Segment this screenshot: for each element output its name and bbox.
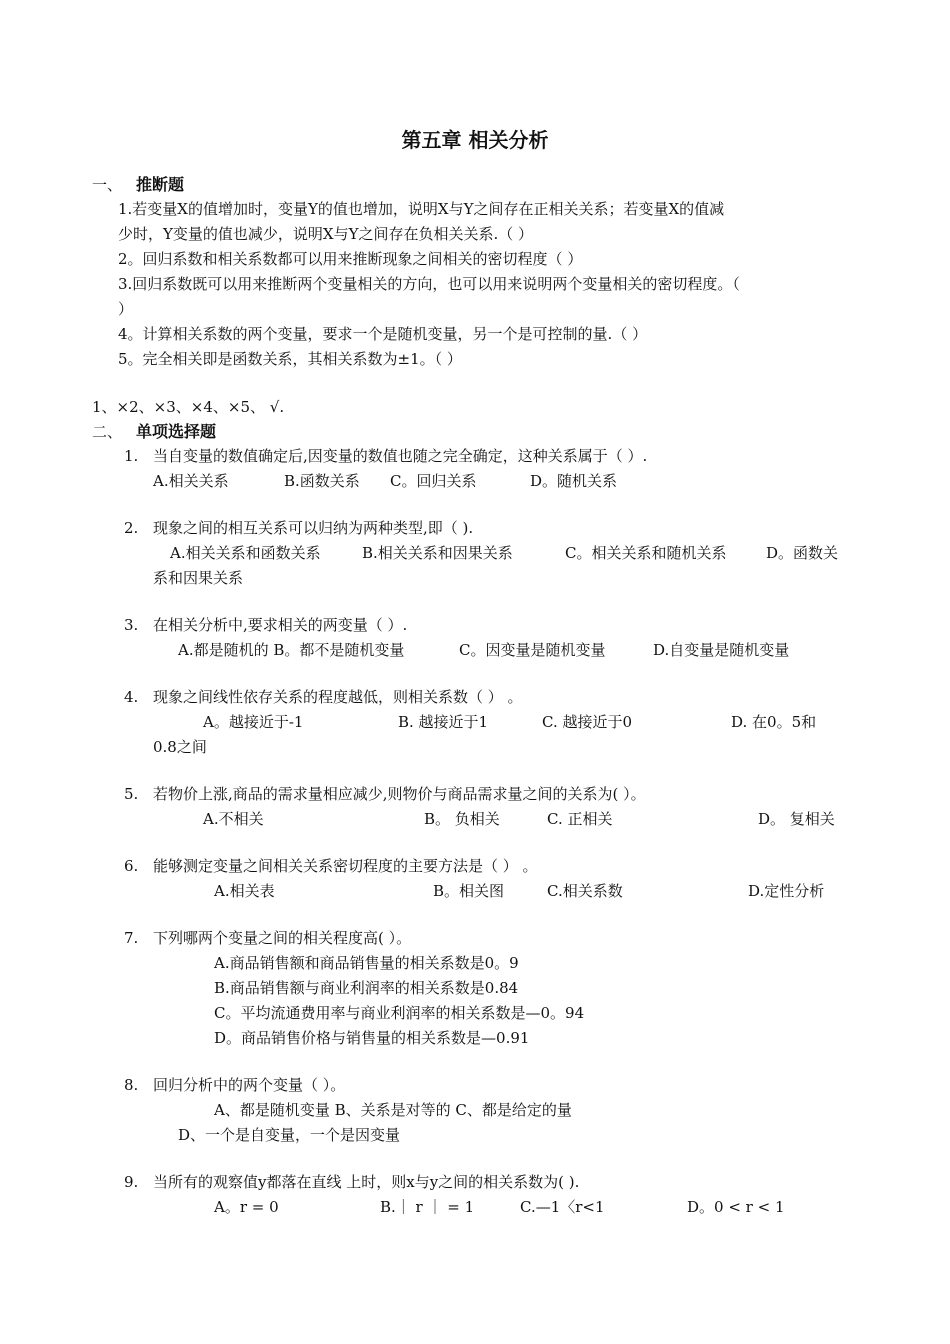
question-number: 5. [124, 785, 139, 803]
option-c: C. 正相关 [547, 810, 613, 828]
option-c: C. 越接近于0 [542, 713, 633, 731]
question-text: 能够测定变量之间相关关系密切程度的主要方法是（ ） 。 [153, 857, 538, 875]
judgment-line: 3.回归系数既可以用来推断两个变量相关的方向，也可以用来说明两个变量相关的密切程度。（ [118, 275, 740, 293]
question-number: 6. [124, 857, 139, 875]
option-d: D。 复相关 [758, 810, 835, 828]
section-title: 推断题 [136, 175, 185, 194]
question-stem [124, 1172, 579, 1192]
option-b: B. 越接近于1 [398, 713, 489, 731]
option-a: A.相关关系 [153, 472, 229, 490]
option-c: C。因变量是随机变量 [459, 641, 606, 659]
section-heading-choice [92, 422, 216, 442]
question-stem [124, 687, 523, 707]
question-number: 1. [124, 447, 139, 465]
option-b: B。 负相关 [424, 810, 500, 828]
option-a: A.商品销售额和商品销售量的相关系数是0。9 [214, 954, 519, 972]
option-c: C。回归关系 [390, 472, 477, 490]
judgment-line: 5。完全相关即是函数关系，其相关系数为±1。（ ） [118, 350, 462, 368]
question-stem [124, 1075, 345, 1095]
option-b: B.商品销售额与商业利润率的相关系数是0.84 [214, 979, 519, 997]
option-c: C.—1〈r<1 [520, 1198, 605, 1216]
judgment-line: 2。回归系数和相关系数都可以用来推断现象之间相关的密切程度（ ） [118, 250, 583, 268]
judgment-line: 4。计算相关系数的两个变量，要求一个是随机变量，另一个是可控制的量.（ ） [118, 325, 648, 343]
option-d: D、一个是自变量，一个是因变量 [178, 1126, 401, 1144]
option-c: C。平均流通费用率与商业利润率的相关系数是—0。94 [214, 1004, 585, 1022]
option-d: D。随机关系 [530, 472, 618, 490]
option-b: B.相关关系和因果关系 [362, 544, 513, 562]
section-heading-judgment [92, 175, 184, 195]
option-b: B.｜ r ｜ = 1 [380, 1198, 475, 1216]
option-a-b: A.都是随机的 B。都不是随机变量 [178, 641, 405, 659]
question-text: 现象之间线性依存关系的程度越低，则相关系数（ ） 。 [153, 688, 523, 706]
answer-key: 1、×2、×3、×4、×5、 √. [92, 398, 285, 416]
section-number: 二、 [92, 423, 123, 441]
option-b: B.函数关系 [284, 472, 360, 490]
question-text: 若物价上涨,商品的需求量相应减少,则物价与商品需求量之间的关系为( ）。 [153, 785, 646, 803]
question-text: 在相关分析中,要求相关的两变量（ ）. [153, 616, 408, 634]
question-text: 下列哪两个变量之间的相关程度高( ）。 [153, 929, 412, 947]
judgment-line: ） [118, 300, 134, 318]
question-number: 8. [124, 1076, 139, 1094]
question-text: 当自变量的数值确定后,因变量的数值也随之完全确定，这种关系属于（ ）. [153, 447, 648, 465]
option-c: C。相关关系和随机关系 [565, 544, 727, 562]
option-d: D.定性分析 [748, 882, 825, 900]
judgment-line: 1.若变量X的值增加时，变量Y的值也增加，说明X与Y之间存在正相关关系；若变量X的值减 [118, 200, 725, 218]
question-stem [124, 518, 473, 538]
option-d: D。商品销售价格与销售量的相关系数是—0.91 [214, 1029, 530, 1047]
option-d: D. 在0。5和 [731, 713, 817, 731]
option-d: D。函数关 [766, 544, 839, 562]
question-stem [124, 928, 411, 948]
option-a: A.不相关 [203, 810, 264, 828]
option-d: D。0 < r < 1 [687, 1198, 785, 1216]
question-number: 9. [124, 1173, 139, 1191]
option-continuation: 0.8之间 [153, 738, 207, 756]
option-continuation: 系和因果关系 [153, 569, 244, 587]
option-a-b-c: A、都是随机变量 B、关系是对等的 C、都是给定的量 [214, 1101, 572, 1119]
judgment-line: 少时，Y变量的值也减少，说明X与Y之间存在负相关关系.（ ） [118, 225, 534, 243]
question-text: 回归分析中的两个变量（ ）。 [153, 1076, 346, 1094]
option-a: A.相关表 [214, 882, 275, 900]
question-number: 4. [124, 688, 139, 706]
question-number: 7. [124, 929, 139, 947]
question-stem [124, 784, 646, 804]
question-stem [124, 446, 647, 466]
option-b: B。相关图 [433, 882, 505, 900]
option-a: A。越接近于-1 [203, 713, 304, 731]
section-number: 一、 [92, 176, 123, 194]
chapter-title: 第五章 相关分析 [401, 128, 549, 152]
option-a: A。r = 0 [214, 1198, 279, 1216]
question-number: 3. [124, 616, 139, 634]
question-text: 现象之间的相互关系可以归纳为两种类型,即（ ). [153, 519, 474, 537]
question-stem [124, 615, 407, 635]
section-title: 单项选择题 [136, 422, 217, 441]
option-c: C.相关系数 [547, 882, 623, 900]
question-text: 当所有的观察值y都落在直线 上时，则x与y之间的相关系数为( ). [153, 1173, 580, 1191]
option-d: D.自变量是随机变量 [653, 641, 790, 659]
option-a: A.相关关系和函数关系 [170, 544, 321, 562]
question-stem [124, 856, 538, 876]
question-number: 2. [124, 519, 139, 537]
